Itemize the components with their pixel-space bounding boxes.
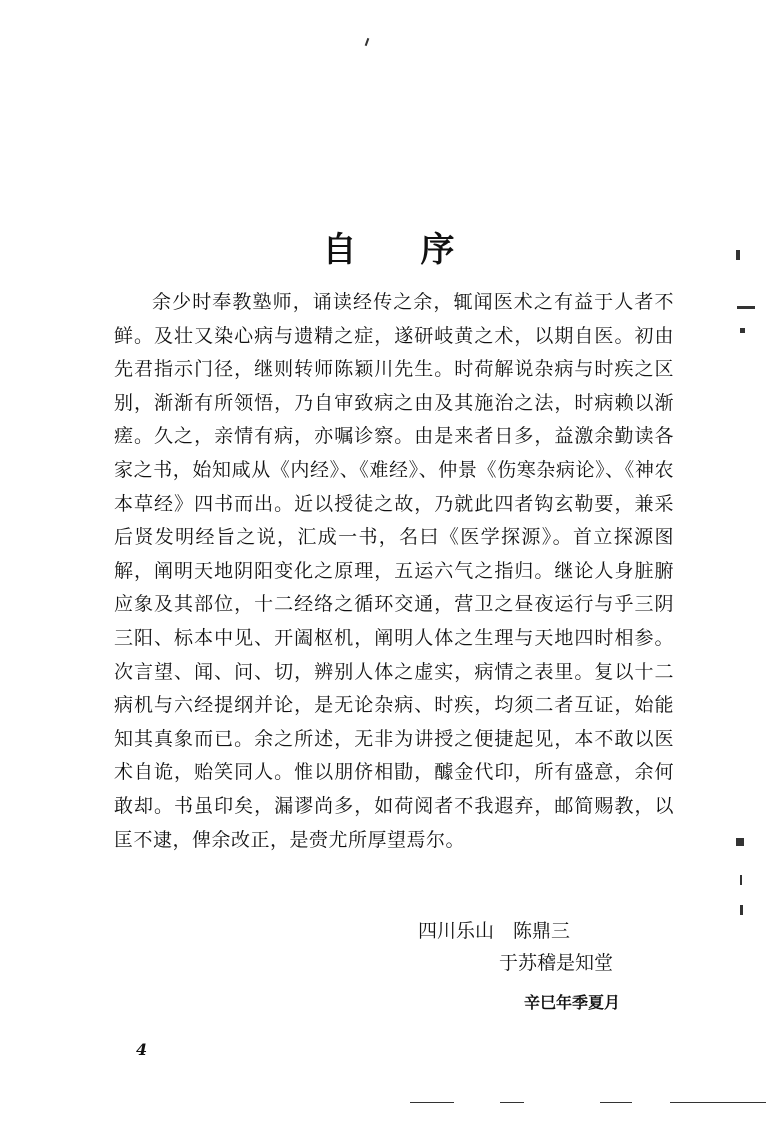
signature-hall: 于苏稽是知堂 — [499, 952, 614, 974]
preface-paragraph: 余少时奉教塾师，诵读经传之余，辄闻医术之有益于人者不鲜。及壮又染心病与遗精之症，遂研岐黄之术，以期自医。初由先君指示门径，继则转师陈颖川先生。时荷解说杂病与时疾之区别，渐渐有所领悟，乃自审致病之由及其施治之法，时病赖以渐瘥。久之，亲情有病，亦嘱诊察。由是来者日多，益激余勤读各家之书，始知咸从《内经》、《难经》、仲景《伤寒杂病论》、《神农本草经》四书而出。近以授徒之故，乃就此四者钩玄勒要，兼采后贤发明经旨之说，汇成一书，名曰《医学探源》。首立探源图解，阐明天地阴阳变化之原理，五运六气之指归。继论人身脏腑应象及其部位，十二经络之循环交通，营卫之昼夜运行与乎三阴三阳、标本中见、开阖枢机，阐明人体之生理与天地四时相参。次言望、闻、问、切，辨别人体之虚实，病情之表里。复以十二病机与六经提纲并论，是无论杂病、时疾，均须二者互证，始能知其真象而已。余之所述，无非为讲授之便捷起见，本不敢以医术自诡，贻笑同人。惟以朋侪相勖，醵金代印，所有盛意，余何敢却。书虽印矣，漏谬尚多，如荷阅者不我遐弃，邮简赐教，以匡不逮，俾余改正，是赍尤所厚望焉尔。 — [114, 291, 674, 851]
signature-author: 陈鼎三 — [513, 920, 571, 942]
scan-mark — [500, 1102, 524, 1103]
scan-mark — [740, 905, 743, 915]
scan-mark — [740, 328, 745, 333]
scan-mark — [365, 38, 370, 46]
title-char-2: 序 — [420, 230, 455, 270]
scan-mark — [670, 1102, 766, 1103]
scan-mark — [410, 1102, 454, 1103]
page-title — [0, 222, 777, 271]
signature-place: 四川乐山 — [418, 920, 495, 942]
scan-mark — [736, 838, 744, 846]
scan-mark — [600, 1102, 632, 1103]
scan-mark — [737, 306, 755, 309]
title-char-1: 自 — [322, 230, 357, 270]
preface-body — [114, 286, 674, 857]
scan-mark — [740, 875, 742, 885]
page-number: 4 — [136, 1040, 148, 1059]
signature-date: 辛巳年季夏月 — [524, 993, 621, 1012]
scan-mark — [736, 250, 740, 260]
